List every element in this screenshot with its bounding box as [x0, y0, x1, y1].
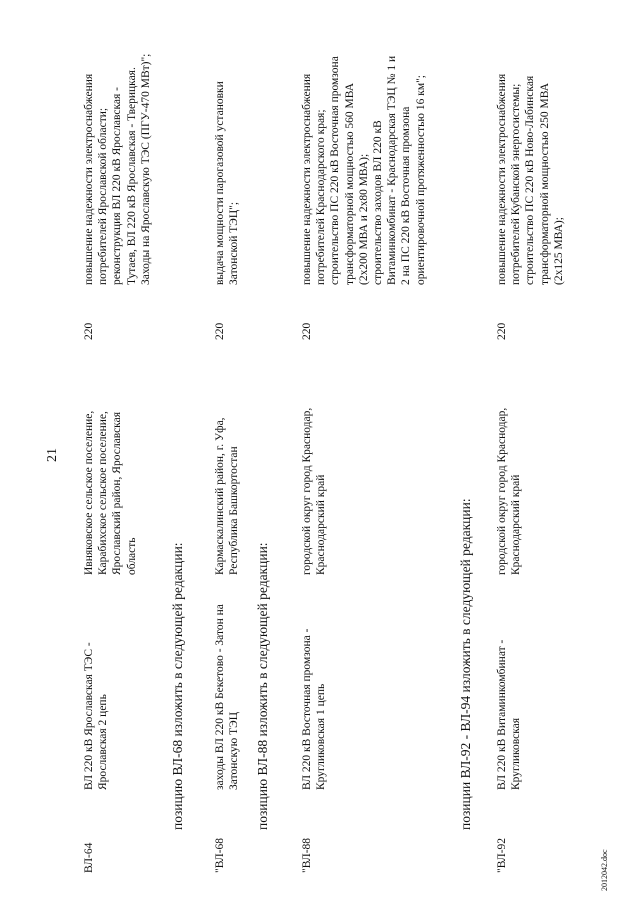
- line-purpose: выдача мощности парогазовой установки Затонской ТЭЦ";: [214, 81, 241, 285]
- section-heading-vl92-94: позиции ВЛ-92 - ВЛ-94 изложить в следующей редакции:: [458, 498, 473, 830]
- line-purpose: повышение надежности электроснабжения потребителей Кубанской энергосистемы; строительство ПС 220 кВ Ново-Лабинская трансформаторной мощностью 250 МВА (2х125 МВА);: [496, 73, 565, 285]
- line-location: городской округ город Краснодар, Краснодарский край: [301, 407, 328, 575]
- line-purpose: повышение надежности электроснабжения потребителей Ярославской области; реконструкция ВЛ 220 кВ Ярославская - Тутаев, ВЛ 220 кВ Ярославская - Тверицкая. Заходы на Ярославскую ТЭС (ПГУ-470 МВт)";: [83, 53, 152, 285]
- line-voltage: 220: [496, 322, 508, 340]
- row-code: "ВЛ-92: [496, 837, 508, 873]
- line-voltage: 220: [301, 322, 313, 340]
- line-name: ВЛ 220 кВ Ярославская ТЭС - Ярославская 2 цепь: [83, 642, 110, 790]
- row-code: "ВЛ-88: [301, 837, 313, 873]
- line-location: Ивняковское сельское поселение, Карабихское сельское поселение, Ярославский район, Ярославская область: [83, 410, 138, 575]
- line-purpose: повышение надежности электроснабжения потребителей Краснодарского края; строительство ПС 220 кВ Восточная промзона трансформаторной мощностью 560 МВА (2х200 МВА и 2х80 МВА); строительство заходов ВЛ 220 кВ Витаминкомбинат - Краснодарская ТЭЦ № 1 и 2 на ПС 220 кВ Восточная промзона ориентировочной протяженностью 16 км";: [301, 55, 427, 285]
- section-heading-vl68: позицию ВЛ-68 изложить в следующей редакции:: [170, 542, 185, 830]
- line-name: ВЛ 220 кВ Восточная промзона - Кругликовская 1 цепь: [301, 628, 328, 790]
- line-name: ВЛ 220 кВ Витаминкомбинат - Кругликовская: [496, 639, 523, 790]
- footer-code: 2012042.doc: [600, 849, 609, 891]
- page-number: 21: [45, 448, 60, 462]
- row-code: ВЛ-64: [83, 842, 95, 873]
- line-location: Кармаскалинский район, г. Уфа, Республика Башкортостан: [214, 417, 241, 575]
- line-location: городской округ город Краснодар, Краснодарский край: [496, 407, 523, 575]
- line-voltage: 220: [214, 322, 226, 340]
- line-name: заходы ВЛ 220 кВ Бекетово - Затон на Затонскую ТЭЦ: [214, 604, 241, 790]
- line-voltage: 220: [83, 322, 95, 340]
- section-heading-vl88: позицию ВЛ-88 изложить в следующей редакции:: [255, 542, 270, 830]
- row-code: "ВЛ-68: [214, 837, 226, 873]
